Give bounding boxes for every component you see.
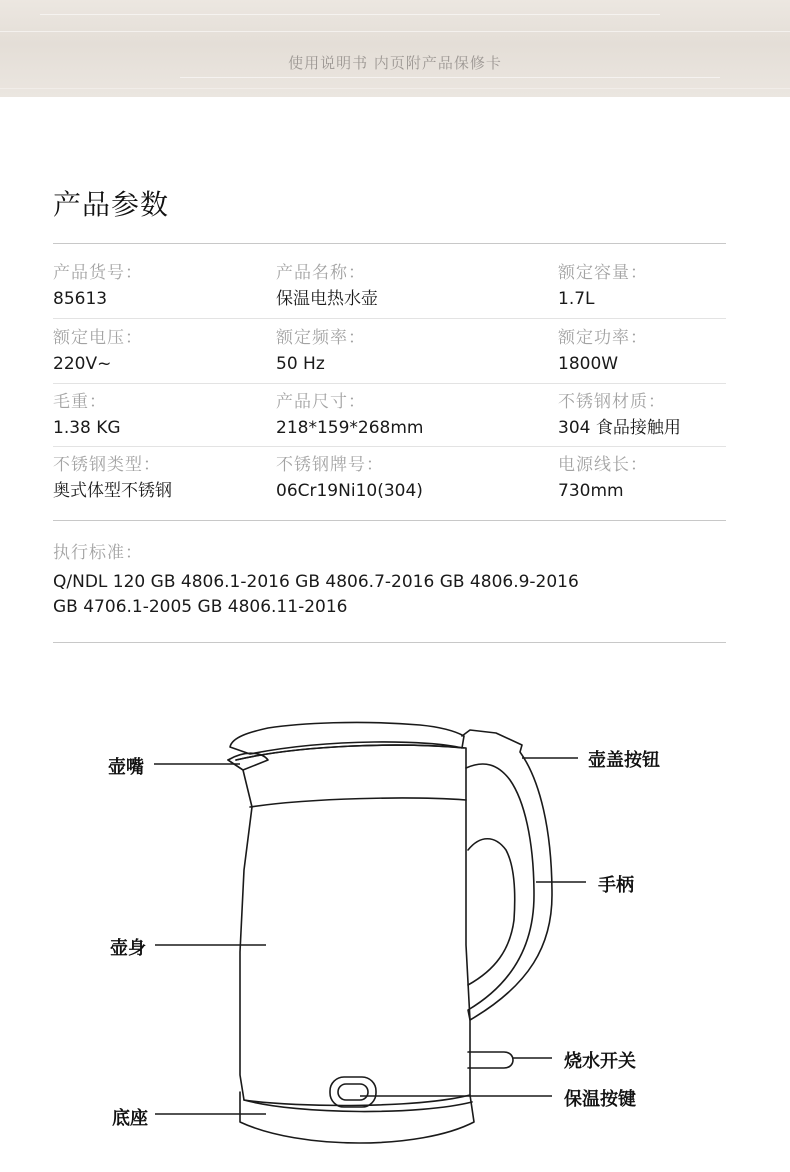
kettle-handle (462, 730, 552, 1020)
spec-label: 不锈钢材质： (558, 392, 666, 412)
spec-label: 产品名称： (276, 263, 366, 283)
spec-item-product-code (53, 262, 143, 310)
spec-item-dimensions (276, 391, 423, 439)
spec-item-product-name (276, 262, 378, 310)
spec-item-steel-grade (276, 454, 423, 502)
spec-item-capacity (558, 262, 648, 310)
spec-item-weight (53, 391, 121, 439)
header-banner (0, 0, 790, 97)
divider (53, 446, 726, 447)
spec-value: 220V~ (53, 354, 112, 374)
spec-label: 电源线长： (558, 455, 648, 475)
spec-value: 1.7L (558, 289, 595, 309)
boil-switch (468, 1052, 513, 1068)
standard-label: 执行标准： (53, 543, 143, 563)
spec-label: 不锈钢类型： (53, 455, 161, 475)
spec-value: 1800W (558, 354, 619, 374)
standard-section (53, 542, 579, 620)
spec-value: 304 食品接触用 (558, 418, 681, 438)
kettle-lid-rim (236, 745, 464, 760)
kettle-handle-inner (468, 839, 515, 985)
spec-value: 85613 (53, 289, 108, 309)
spec-label: 产品尺寸： (276, 392, 366, 412)
kettle-body-band (250, 798, 466, 807)
spec-item-power (558, 327, 648, 375)
spec-label: 额定频率： (276, 328, 366, 348)
label-base: 底座 (112, 1108, 148, 1129)
spec-value: 奥式体型不锈钢 (53, 481, 172, 501)
standard-line: GB 4706.1-2005 GB 4806.11-2016 (53, 597, 348, 617)
banner-text: 使用说明书 内页附产品保修卡 (288, 54, 502, 72)
label-keep-warm-button: 保温按键 (564, 1089, 636, 1110)
spec-item-steel-type (53, 454, 172, 502)
spec-item-steel-material (558, 391, 681, 439)
page-title: 产品参数 (53, 188, 170, 221)
kettle-spout (228, 753, 268, 770)
spec-item-voltage (53, 327, 143, 375)
divider (53, 642, 726, 643)
divider (53, 318, 726, 319)
spec-label: 产品货号： (53, 263, 143, 283)
spec-value: 1.38 KG (53, 418, 121, 438)
spec-item-frequency (276, 327, 366, 375)
kettle-lid (230, 722, 464, 754)
label-spout: 壶嘴 (108, 757, 144, 778)
spec-value: 218*159*268mm (276, 418, 424, 438)
spec-label: 毛重： (53, 392, 107, 412)
spec-value: 06Cr19Ni10(304) (276, 481, 423, 501)
label-boil-switch: 烧水开关 (564, 1051, 636, 1072)
label-handle: 手柄 (598, 875, 634, 896)
divider (53, 383, 726, 384)
spec-label: 额定功率： (558, 328, 648, 348)
spec-value: 50 Hz (276, 354, 325, 374)
spec-label: 额定容量： (558, 263, 648, 283)
keep-warm-button-outline (330, 1077, 376, 1107)
spec-label: 额定电压： (53, 328, 143, 348)
standard-line: Q/NDL 120 GB 4806.1-2016 GB 4806.7-2016 GB 4806.9-2016 (53, 572, 579, 592)
label-body: 壶身 (110, 938, 146, 959)
spec-label: 不锈钢牌号： (276, 455, 384, 475)
divider (53, 520, 726, 521)
spec-value: 保温电热水壶 (276, 289, 378, 309)
label-lid-button: 壶盖按钮 (588, 750, 660, 771)
divider (53, 243, 726, 244)
spec-item-cord-length (558, 454, 648, 502)
keep-warm-button-inner (338, 1084, 368, 1100)
spec-value: 730mm (558, 481, 624, 501)
